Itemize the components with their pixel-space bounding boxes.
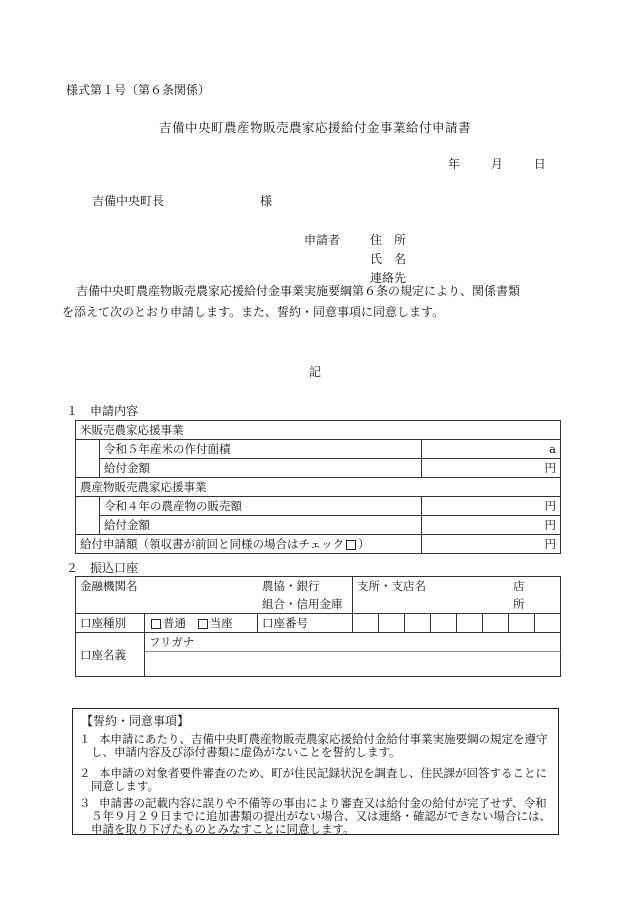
branch-label: 支所・支店名 — [357, 579, 426, 593]
farm-section-title: 農産物販売農家応援事業 — [76, 478, 561, 497]
bank-account-table — [75, 576, 561, 677]
oath-item-2: ２ 本申請の対象者要件審査のため、町が住民記録状況を調査し、住民課が回答することに同意します。 — [79, 766, 548, 793]
account-holder-label: 口座名義 — [76, 633, 145, 677]
oath-item-3: ３ 申請書の記載内容に誤りや不備等の事由により審査又は給付金の給付が完了せず、令和５年９月２９日までに追加書類の提出がない場合、又は連絡・確認ができない場合には、申請を取り下げたものとみなすことに同意します。 — [79, 796, 551, 836]
document-title: 吉備中央町農産物販売農家応援給付金事業給付申請書 — [158, 120, 471, 135]
form-number: 様式第１号（第６条関係） — [66, 83, 211, 97]
rice-section-title: 米販売農家応援事業 — [76, 421, 561, 440]
intro-paragraph — [62, 281, 560, 323]
oath-heading: 【誓約・同意事項】 — [81, 714, 190, 728]
farm-amount-field[interactable]: 円 — [422, 516, 561, 535]
total-amount-field[interactable]: 円 — [422, 535, 561, 554]
date-month: 月 — [490, 157, 503, 171]
toza-checkbox[interactable] — [198, 619, 208, 629]
intro-line-1: 吉備中央町農産物販売農家応援給付金事業実施要綱第６条の規定により、関係書類 — [76, 284, 521, 298]
bank-name-field[interactable] — [76, 577, 353, 614]
rice-area-unit[interactable]: a — [422, 440, 561, 459]
account-type-options: 普通 当座 — [145, 614, 258, 633]
bank-type-1: 農協・銀行 — [262, 579, 320, 593]
ki-marker: 記 — [308, 365, 321, 379]
receipt-same-checkbox[interactable] — [346, 540, 356, 550]
farm-sales-label: 令和４年の農産物の販売額 — [100, 497, 422, 516]
section2-heading: ２ 振込口座 — [66, 561, 139, 575]
oath-consent-box — [72, 708, 559, 835]
applicant-address-label: 住 所 — [370, 233, 407, 247]
account-type-label: 口座種別 — [76, 614, 145, 633]
total-label: 給付申請額（領収書が前回と同様の場合はチェック ） — [76, 535, 422, 554]
applicant-name-label: 氏 名 — [370, 252, 407, 266]
farm-amount-label: 給付金額 — [100, 516, 422, 535]
branch-field[interactable] — [353, 577, 561, 614]
account-holder-field[interactable] — [145, 652, 561, 677]
oath-item-1: １ 本申請にあたり、吉備中央町農産物販売農家応援給付金給付事業実施要綱の規定を遵守し、申請内容及び添付書類に虚偽がないことを誓約します。 — [79, 732, 548, 759]
branch-sho: 所 — [513, 597, 525, 611]
date-line — [448, 158, 546, 170]
rice-amount-label: 給付金額 — [100, 459, 422, 478]
account-number-cells[interactable] — [353, 614, 561, 633]
application-content-table — [75, 420, 561, 554]
branch-ten: 店 — [513, 579, 525, 593]
applicant-label: 申請者 — [304, 233, 341, 247]
addressee-honorific: 様 — [260, 194, 273, 208]
futsu-checkbox[interactable] — [151, 619, 161, 629]
addressee: 吉備中央町長 — [92, 194, 165, 208]
rice-amount-field[interactable]: 円 — [422, 459, 561, 478]
bank-type-2: 組合・信用金庫 — [262, 597, 343, 611]
date-year: 年 — [448, 157, 461, 171]
date-day: 日 — [533, 157, 546, 171]
rice-area-label: 令和５年産米の作付面積 — [100, 440, 422, 459]
farm-sales-field[interactable]: 円 — [422, 497, 561, 516]
furigana-field[interactable]: フリガナ — [145, 633, 561, 652]
section1-heading: １ 申請内容 — [66, 404, 139, 418]
account-number-label: 口座番号 — [258, 614, 353, 633]
intro-line-2: を添えて次のとおり申請します。また、誓約・同意事項に同意します。 — [62, 305, 445, 319]
bank-name-label: 金融機関名 — [80, 579, 138, 593]
applicant-contact-label: 連絡先 — [370, 271, 407, 285]
